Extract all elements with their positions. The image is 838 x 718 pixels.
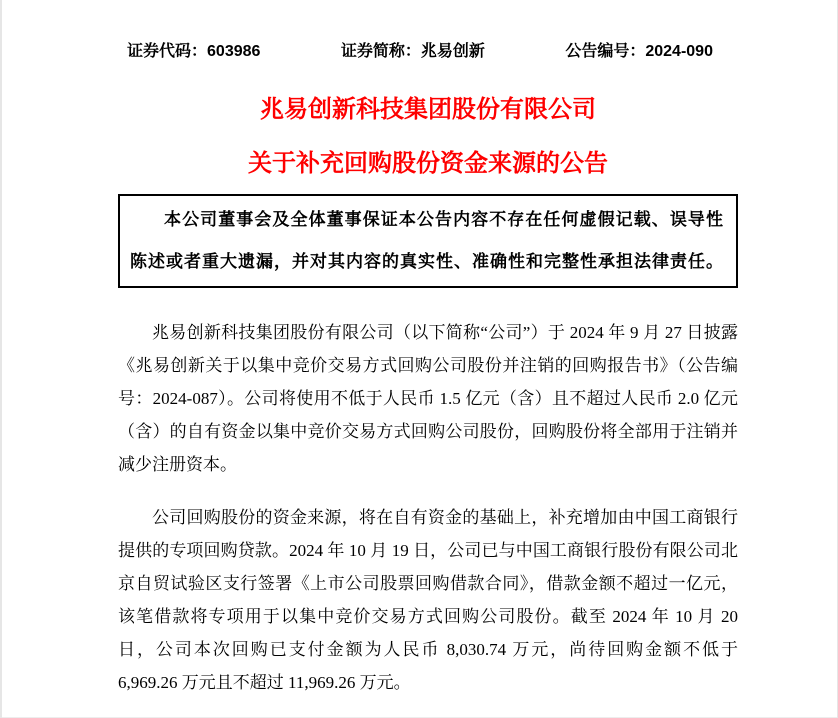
document-content [118,0,738,699]
company-name-title: 兆易创新科技集团股份有限公司 [260,96,596,123]
disclaimer-box [118,194,738,288]
stock-code [127,38,260,61]
disclaimer-text: 本公司董事会及全体董事保证本公告内容不存在任何虚假记载、误导性陈述或者重大遗漏，并对其内容的真实性、准确性和完整性承担法律责任。 [130,210,724,271]
body-paragraph-2: 公司回购股份的资金来源，将在自有资金的基础上，补充增加由中国工商银行提供的专项回购贷款。2024 年 10 月 19 日，公司已与中国工商银行股份有限公司北京自贸试验区支行签署《上市公司股票回购借款合同》，借款金额不超过一亿元，该笔借款将专项用于以集中竞价交易方式回购公司股份。截至 2024 年 10 月 20 日，公司本次回购已支付金额为人民币 8,030.74 万元，尚待回购金额不低于 6,969.26 万元且不超过 11,969.26 万元。 [118,508,738,692]
announcement-title: 关于补充回购股份资金来源的公告 [248,150,608,177]
stock-abbr-label: 证券简称： [340,43,421,60]
stock-abbr [341,38,485,61]
announcement-number-value: 2024-090 [645,43,713,60]
stock-abbr-value: 兆易创新 [420,43,485,60]
announcement-number [565,38,713,61]
body-paragraph-1: 兆易创新科技集团股份有限公司（以下简称“公司”）于 2024 年 9 月 27 日披露《兆易创新关于以集中竞价交易方式回购公司股份并注销的回购报告书》（公告编号：2024-087）。公司将使用不低于人民币 1.5 亿元（含）且不超过人民币 2.0 亿元（含）的自有资金以集中竞价交易方式回购公司股份，回购股份将全部用于注销并减少注册资本。 [118,323,738,474]
stock-code-label: 证券代码： [127,43,208,60]
page-edge-left [0,0,2,718]
stock-code-value: 603986 [207,43,261,60]
document-header [118,38,738,61]
announcement-number-label: 公告编号： [565,43,646,60]
